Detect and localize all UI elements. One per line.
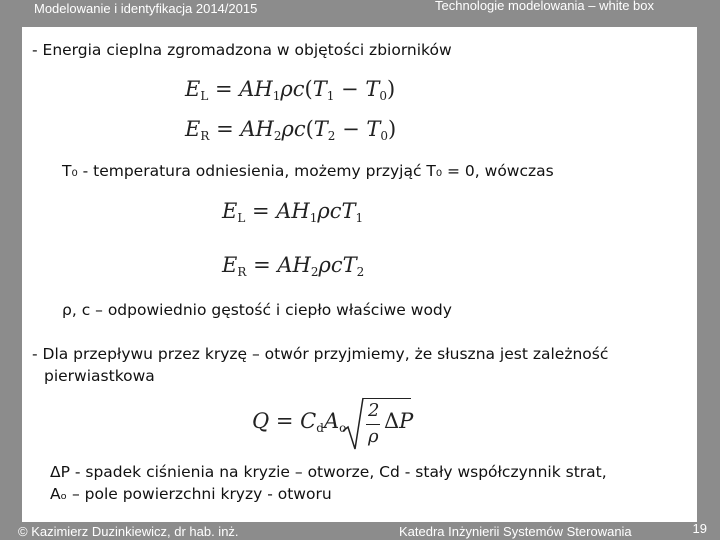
footer-author: © Kazimierz Duzinkiewicz, dr hab. inż.: [18, 524, 239, 539]
energy-bullet: - Energia cieplna zgromadzona w objętości zbiorników: [32, 41, 452, 59]
reference-temp-text: T₀ - temperatura odniesienia, możemy przyjąć T₀ = 0, wówczas: [62, 162, 554, 180]
equation-el-simplified: $E_L = AH_1\rho cT_1$: [222, 199, 364, 225]
pressure-drop-text: ΔP - spadek ciśnienia na kryzie – otworze, Cd - stały współczynnik strat,: [50, 463, 607, 481]
orifice-bullet: - Dla przepływu przez kryzę – otwór przyjmiemy, że słuszna jest zależność: [32, 345, 609, 363]
header-left: Modelowanie i identyfikacja 2014/2015: [34, 1, 258, 16]
equation-er-simplified: $E_R = AH_2\rho cT_2$: [222, 253, 365, 279]
equation-el: $E_L = AH_1\rho c(T_1 - T_0)$: [185, 77, 396, 103]
equation-er: $E_R = AH_2\rho c(T_2 - T_0)$: [185, 117, 397, 143]
footer-department: Katedra Inżynierii Systemów Sterowania: [399, 524, 632, 539]
equation-flow: $Q = C_dA_o$ 2 ρ ΔP: [252, 400, 414, 447]
slide-body: [22, 27, 697, 522]
density-heat-text: ρ, c – odpowiednio gęstość i ciepło właściwe wody: [62, 301, 452, 319]
orifice-area-text: Aₒ – pole powierzchni kryzy - otworu: [50, 485, 332, 503]
page-number: 19: [692, 521, 707, 536]
orifice-bullet-cont: pierwiastkowa: [44, 367, 155, 385]
header-right: Technologie modelowania – white box: [435, 0, 654, 13]
